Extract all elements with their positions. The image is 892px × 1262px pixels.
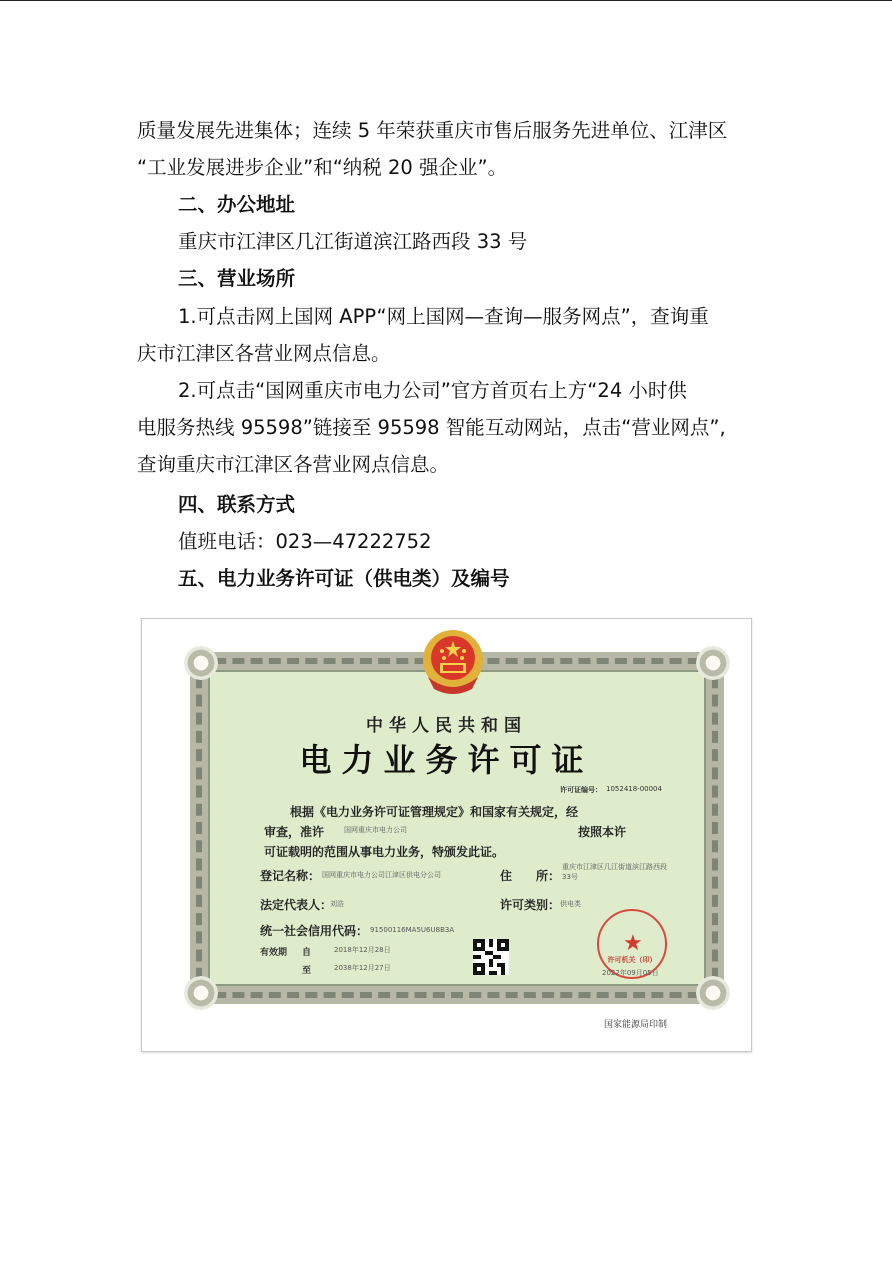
heading-office-address: 二、办公地址 [178,193,296,216]
heading-business-locations: 三、营业场所 [178,267,296,290]
validity-from-date: 2018年12月28日 [334,946,391,954]
paragraph-honors-1: 质量发展先进集体；连续 5 年荣获重庆市售后服务先进单位、江津区 [137,119,728,142]
license-certificate-image [141,618,752,1052]
credit-code-label: 统一社会信用代码： [260,924,369,938]
address-line-2: 33号 [562,873,578,881]
license-category: 供电类 [560,900,581,908]
certificate-intro-line-3: 可证载明的范围从事电力业务，特颁发此证。 [264,845,505,859]
validity-to-date: 2038年12月27日 [334,964,391,972]
certificate-intro-line-2a: 审查，准许 [264,825,325,839]
heading-contact: 四、联系方式 [178,493,296,516]
paragraph-honors-2: “工业发展进步企业”和“纳税 20 强企业”。 [137,156,508,179]
paragraph-office-address: 重庆市江津区几江街道滨江路西段 33 号 [178,230,528,253]
certificate-main-title: 电力业务许可证 [299,741,594,779]
qr-code-icon [473,939,509,975]
issue-date: 2022年09月05日 [602,969,659,977]
legal-representative: 刘浩 [330,900,344,908]
paragraph-duty-phone: 值班电话：023—47222752 [178,530,432,553]
corner-ornament-icon [696,646,730,680]
registered-name-label: 登记名称： [260,869,321,883]
validity-to-label: 至 [302,966,312,976]
paragraph-locations-2a: 2.可点击“国网重庆市电力公司”官方首页右上方“24 小时供 [178,379,687,402]
certificate-intro-company: 国网重庆市电力公司 [344,826,407,834]
certificate-intro-line-1: 根据《电力业务许可证管理规定》和国家有关规定，经 [290,805,579,819]
heading-license: 五、电力业务许可证（供电类）及编号 [178,567,510,590]
corner-ornament-icon [184,976,218,1010]
paragraph-locations-1a: 1.可点击网上国网 APP“网上国网—查询—服务网点”，查询重 [178,305,709,328]
corner-ornament-icon [184,646,218,680]
printer-note: 国家能源局印制 [604,1020,668,1030]
corner-ornament-icon [696,976,730,1010]
legal-representative-label: 法定代表人： [260,898,333,912]
registered-name: 国网重庆市电力公司江津区供电分公司 [322,871,441,879]
license-number: 1052418-00004 [606,785,662,793]
address-line-1: 重庆市江津区几江街道滨江路西段 [562,863,667,871]
paragraph-locations-2c: 查询重庆市江津区各营业网点信息。 [137,453,450,476]
license-number-label: 许可证编号： [560,786,602,794]
page-top-border [0,0,892,1]
issuing-authority: 许可机关（印） [607,956,657,964]
paragraph-locations-2b: 电服务热线 95598”链接至 95598 智能互动网站，点击“营业网点”, [137,416,726,439]
national-emblem-icon [420,627,486,697]
certificate-intro-line-2b: 按照本许 [578,825,627,839]
paragraph-locations-1b: 庆市江津区各营业网点信息。 [137,342,391,365]
license-category-label: 许可类别： [500,898,561,912]
validity-label: 有效期 [260,948,288,958]
official-seal-icon: ★ 许可机关（印） [597,909,667,979]
certificate-country-title: 中华人民共和国 [366,716,527,736]
credit-code: 91500116MA5U6U8B3A [370,926,455,934]
address-label: 住 所： [500,869,561,883]
validity-from-label: 自 [302,948,312,958]
